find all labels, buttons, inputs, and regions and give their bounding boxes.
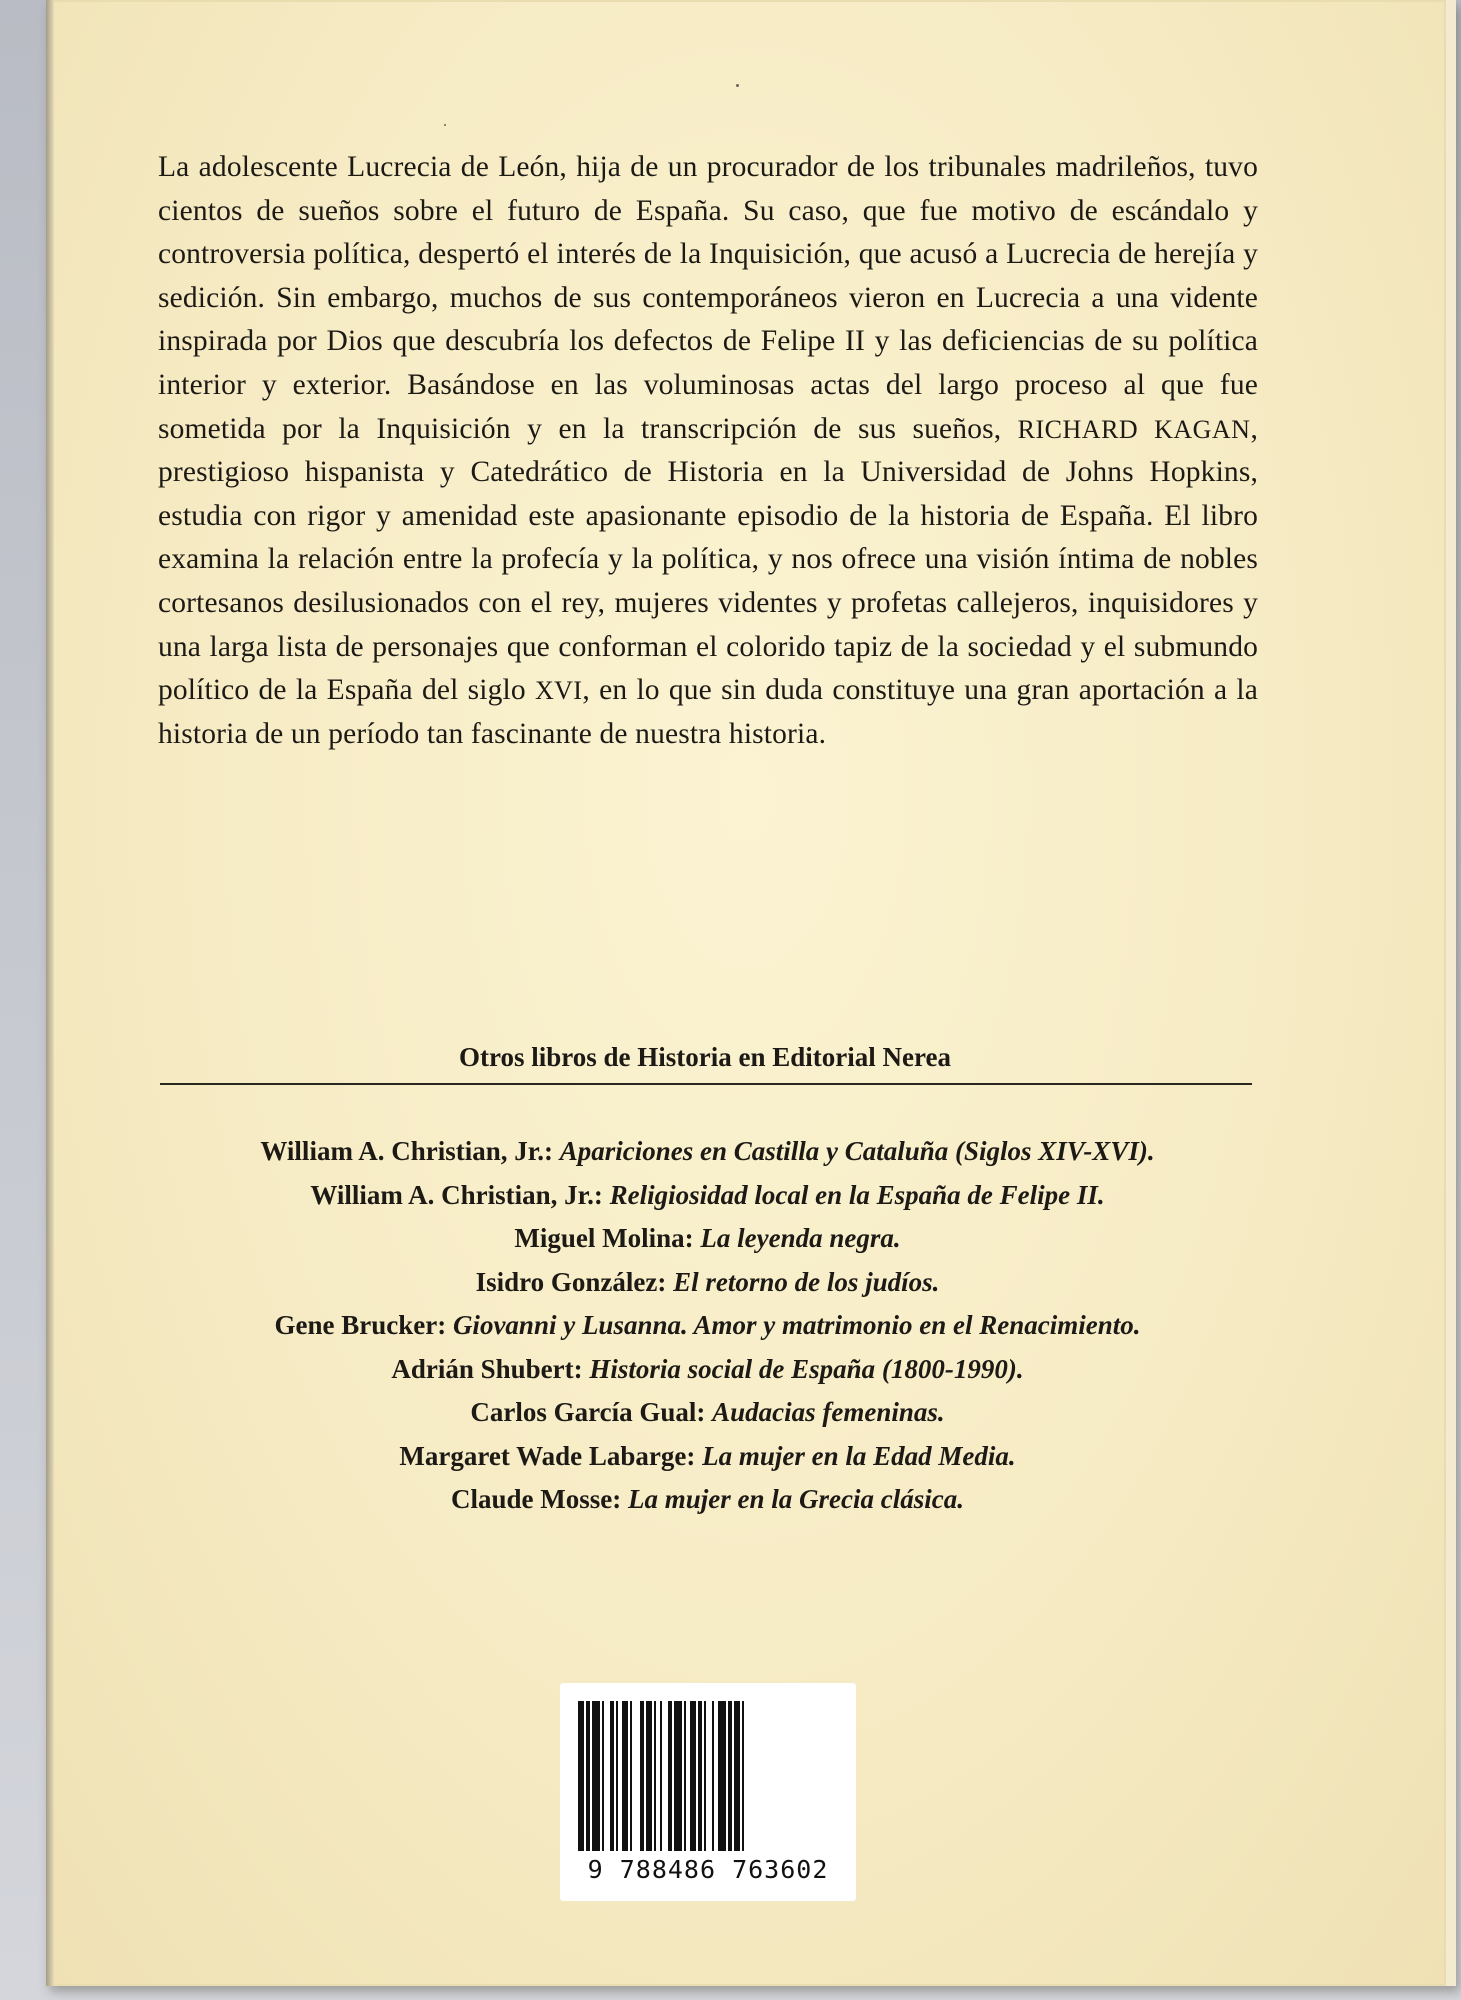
book-list-item <box>150 1174 1265 1218</box>
barcode-bar <box>592 1701 600 1851</box>
book-title: Giovanni y Lusanna. Amor y matrimonio en el Renacimiento. <box>452 1310 1141 1340</box>
barcode-bar <box>622 1701 628 1851</box>
book-author: William A. Christian, Jr.: <box>260 1136 553 1166</box>
barcode-bar <box>690 1701 696 1851</box>
book-list-item <box>150 1130 1265 1174</box>
book-list-item <box>150 1261 1265 1305</box>
book-author: Margaret Wade Labarge: <box>399 1440 696 1471</box>
barcode-bars <box>574 1701 842 1851</box>
book-list-item <box>150 1435 1265 1479</box>
synopsis-text-part-1: La adolescente Lucrecia de León, hija de un procurador de los tribunales madrileños, tuvo cientos de sueños sobre el futuro de España. Su caso, que fue motivo de escándalo y controversia política, despertó el interés de la Inquisición, que acusó a Lucrecia de herejía y sedición. Sin embargo, muchos de sus contemporáneos vieron en Lucrecia a una vidente inspirada por Dios que descubría los defectos de Felipe II y las deficiencias de su política interior y exterior. Basándose en las voluminosas actas del largo proceso al que fue sometida por la Inquisición y en la transcripción de sus sueños, <box>158 151 1258 445</box>
book-title: Historia social de España (1800-1990). <box>589 1353 1024 1384</box>
barcode-bar <box>646 1701 652 1851</box>
barcode-bar <box>734 1701 740 1851</box>
barcode-bar <box>654 1701 656 1851</box>
cover-spine-edge <box>46 0 54 1986</box>
barcode-bar <box>640 1701 644 1851</box>
barcode-bar <box>660 1701 662 1851</box>
other-books-list <box>150 1130 1265 1522</box>
barcode-bar <box>674 1701 682 1851</box>
barcode-bar <box>718 1701 726 1851</box>
isbn-barcode <box>560 1683 856 1901</box>
barcode-bar <box>704 1701 706 1851</box>
book-author: Miguel Molina: <box>514 1223 694 1253</box>
barcode-bar <box>616 1701 618 1851</box>
barcode-bar <box>742 1701 744 1851</box>
book-author: Carlos García Gual: <box>470 1397 706 1427</box>
barcode-bar <box>668 1701 672 1851</box>
book-author: William A. Christian, Jr.: <box>310 1179 603 1210</box>
barcode-bar <box>610 1701 614 1851</box>
book-list-item <box>150 1348 1265 1392</box>
other-books-heading: Otros libros de Historia en Editorial Nerea <box>459 1042 951 1072</box>
book-title: Audacias femeninas. <box>712 1397 945 1427</box>
book-title: Apariciones en Castilla y Cataluña (Siglos XIV-XVI). <box>559 1136 1155 1166</box>
synopsis-century: XVI <box>534 676 583 706</box>
barcode-bar <box>712 1701 714 1851</box>
book-list-item <box>150 1304 1265 1348</box>
synopsis-author-name: RICHARD KAGAN <box>1017 414 1251 444</box>
synopsis-text-part-3: , en lo que sin duda constituye una gran aportación a la historia de un período tan fascinante de nuestra historia. <box>158 674 1258 750</box>
paper-speck <box>444 124 446 126</box>
barcode-bar <box>602 1701 604 1851</box>
book-author: Claude Mosse: <box>451 1484 622 1514</box>
barcode-bar <box>630 1701 632 1851</box>
barcode-bar <box>578 1701 584 1851</box>
heading-divider <box>160 1083 1252 1085</box>
book-list-item <box>150 1391 1265 1435</box>
barcode-digits: 9 788486 763602 <box>587 1855 829 1884</box>
book-author: Adrián Shubert: <box>391 1353 583 1384</box>
synopsis-paragraph <box>158 146 1258 756</box>
book-list-item <box>150 1217 1265 1261</box>
barcode-bar <box>698 1701 702 1851</box>
book-title: Religiosidad local en la España de Felipe II. <box>609 1179 1105 1210</box>
book-title: El retorno de los judíos. <box>673 1266 940 1297</box>
book-author: Isidro González: <box>475 1266 667 1297</box>
paper-speck <box>736 84 739 87</box>
barcode-bar <box>684 1701 686 1851</box>
book-author: Gene Brucker: <box>274 1310 447 1340</box>
book-title: La mujer en la Edad Media. <box>702 1440 1016 1471</box>
book-title: La leyenda negra. <box>700 1223 901 1253</box>
book-list-item <box>150 1478 1265 1522</box>
synopsis-text-part-2: , prestigioso hispanista y Catedrático de Historia en la Universidad de Johns Hopkins, estudia con rigor y amenidad este apasionante episodio de la historia de España. El libro examina la relación entre la profecía y la política, y nos ofrece una visión íntima de nobles cortesanos desilusionados con el rey, mujeres videntes y profetas callejeros, inquisidores y una larga lista de personajes que conforman el colorido tapiz de la sociedad y el submundo político de la España del siglo <box>158 412 1258 707</box>
barcode-bar <box>728 1701 732 1851</box>
book-title: La mujer en la Grecia clásica. <box>628 1484 964 1514</box>
barcode-bar <box>586 1701 590 1851</box>
